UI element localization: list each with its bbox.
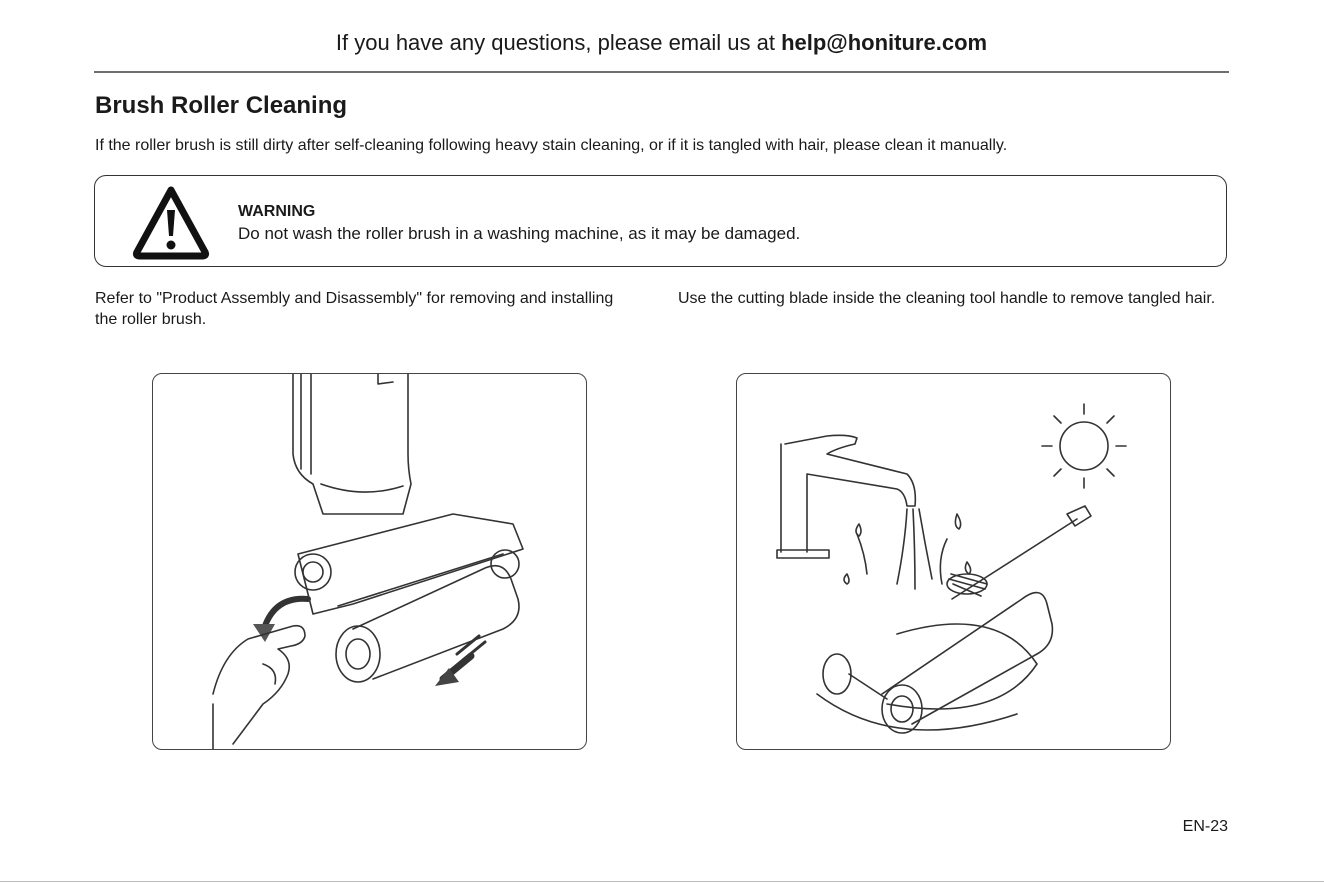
header-divider (94, 71, 1229, 73)
section-intro: If the roller brush is still dirty after self-cleaning following heavy stain cleaning, or if it is tangled with hair, please clean it manually. (95, 137, 1008, 154)
page-number: EN-23 (1182, 818, 1228, 835)
step-1-text: Refer to "Product Assembly and Disassembly" for removing and installing the roller brush. (95, 290, 614, 328)
rinse-and-dry-roller-illustration (736, 373, 1171, 750)
bottom-divider (0, 881, 1324, 882)
contact-email[interactable]: help@honiture.com (781, 30, 988, 55)
section-title: Brush Roller Cleaning (95, 92, 348, 119)
contact-prefix: If you have any questions, please email us at (335, 30, 782, 55)
step-2-text: Use the cutting blade inside the cleaning tool handle to remove tangled hair. (678, 290, 1216, 307)
warning-triangle-icon (131, 184, 211, 260)
warning-text: Do not wash the roller brush in a washing machine, as it may be damaged. (238, 224, 801, 243)
remove-roller-brush-illustration (152, 373, 587, 750)
warning-label: WARNING (238, 203, 316, 220)
contact-header (94, 30, 1229, 56)
warning-box (94, 175, 1227, 267)
